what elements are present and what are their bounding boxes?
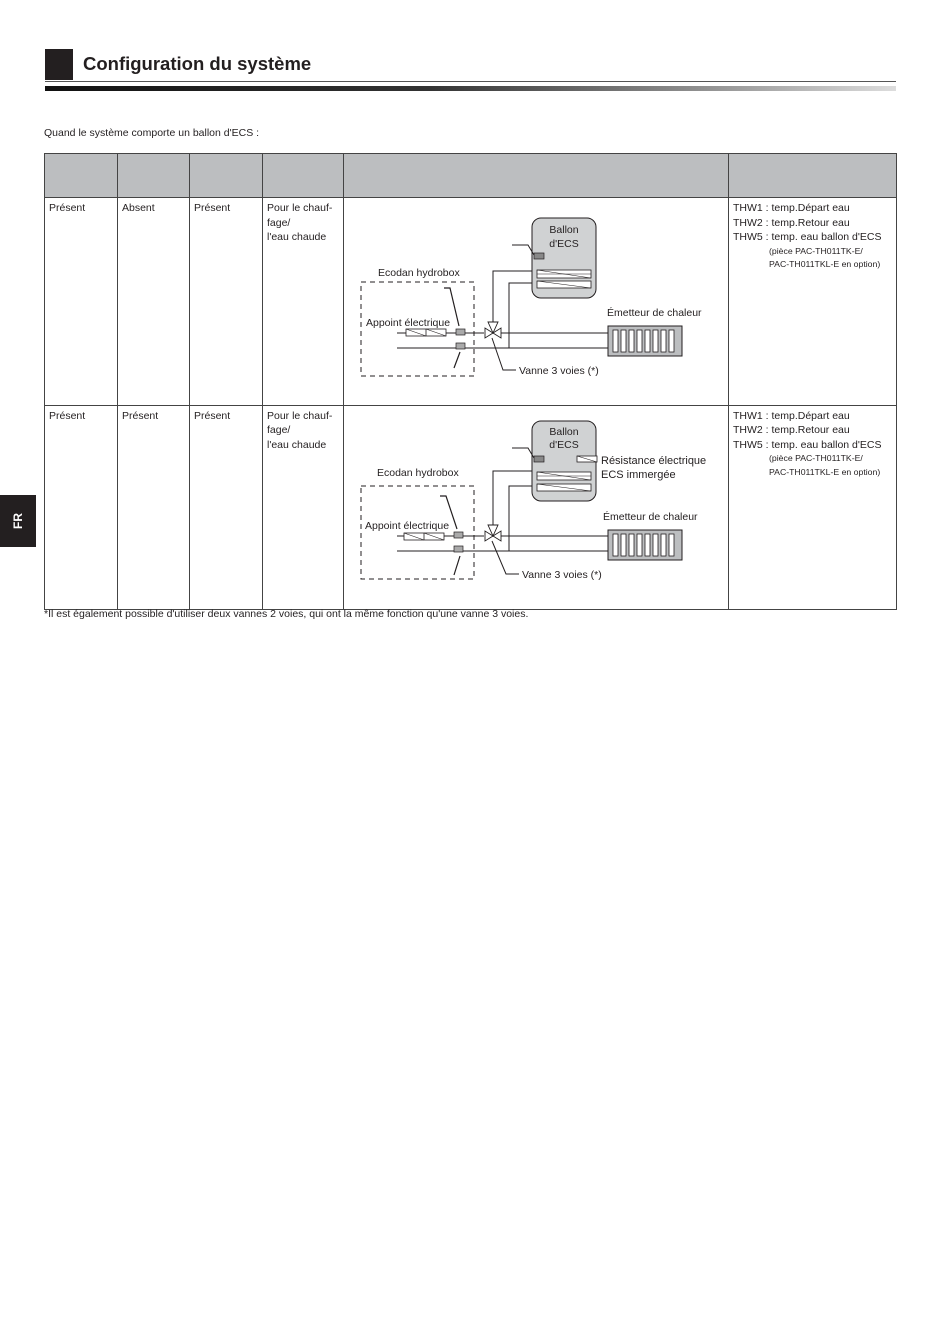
intro-text: Quand le système comporte un ballon d'ECS : xyxy=(44,127,260,139)
sensor-note: (pièce PAC-TH011TK-E/ xyxy=(769,453,863,463)
thw1-sensor xyxy=(456,329,465,335)
table-header-row xyxy=(45,154,897,198)
sensor-note: (pièce PAC-TH011TK-E/ xyxy=(769,245,863,256)
header-cell xyxy=(45,154,118,198)
tank-label-1: Ballon xyxy=(549,224,579,236)
sensor-line: THW2 : temp.Retour eau xyxy=(733,424,850,436)
thw5-sensor xyxy=(534,456,544,462)
footnote: *Il est également possible d'utiliser deux vannes 2 voies, qui ont la même fonction qu'une vanne 3 voies. xyxy=(44,608,529,620)
sensor-line: THW1 : temp.Départ eau xyxy=(733,409,850,422)
system-config-table xyxy=(44,153,897,610)
table-row xyxy=(45,198,897,406)
sensor-line: THW5 : temp. eau ballon d'ECS xyxy=(733,231,882,243)
sensor-line: THW2 : temp.Retour eau xyxy=(733,216,850,229)
table-row xyxy=(45,405,897,610)
thw5-sensor xyxy=(534,253,544,259)
language-tab-label: FR xyxy=(11,513,25,529)
cell-usage xyxy=(263,405,344,610)
appoint-label: Appoint électrique xyxy=(366,317,451,329)
resistance-label-2: ECS immergée xyxy=(601,468,676,481)
sensor-cell xyxy=(729,198,897,406)
language-tab xyxy=(0,495,36,547)
sensor-cell xyxy=(729,405,897,610)
thw2-sensor xyxy=(454,546,463,552)
system-diagram-1 xyxy=(344,198,728,400)
usage-line: Pour le chauf- xyxy=(267,409,333,422)
header-cell xyxy=(344,154,729,198)
cell-col2: Absent xyxy=(118,198,190,406)
hydrobox-label: Ecodan hydrobox xyxy=(378,267,460,279)
tank-label-1: Ballon xyxy=(549,425,579,438)
emitter-label: Émetteur de chaleur xyxy=(607,307,702,319)
cell-col3: Présent xyxy=(190,405,263,610)
sensor-line: THW1 : temp.Départ eau xyxy=(733,202,850,214)
page-title: Configuration du système xyxy=(83,53,312,74)
header-cell xyxy=(118,154,190,198)
header-cell xyxy=(729,154,897,198)
usage-line: Pour le chauf- xyxy=(267,202,333,214)
system-diagram-2 xyxy=(344,406,728,605)
header-cell xyxy=(263,154,344,198)
title-marker xyxy=(45,49,73,80)
tank-label-2: d'ECS xyxy=(549,238,579,250)
emitter-label: Émetteur de chaleur xyxy=(603,510,698,523)
valve-label: Vanne 3 voies (*) xyxy=(522,568,602,581)
usage-line: fage/ xyxy=(267,424,291,436)
cell-col1: Présent xyxy=(45,198,118,406)
resistance-label-1: Résistance électrique xyxy=(601,454,707,467)
diagram-cell xyxy=(344,198,729,406)
thw1-sensor xyxy=(454,532,463,538)
title-rule-thin xyxy=(45,81,896,82)
hydrobox-label: Ecodan hydrobox xyxy=(377,466,459,479)
cell-col2: Présent xyxy=(118,405,190,610)
sensor-note: PAC-TH011TKL-E en option) xyxy=(769,466,881,477)
appoint-label: Appoint électrique xyxy=(365,519,450,532)
title-rule xyxy=(45,86,896,91)
cell-usage xyxy=(263,198,344,406)
cell-col3: Présent xyxy=(190,198,263,406)
valve-label: Vanne 3 voies (*) xyxy=(519,365,599,377)
usage-line: l'eau chaude xyxy=(267,231,327,243)
cell-col1: Présent xyxy=(45,405,118,610)
header-cell xyxy=(190,154,263,198)
tank-label-2: d'ECS xyxy=(549,438,579,451)
thw2-sensor xyxy=(456,343,465,349)
usage-line: fage/ xyxy=(267,216,291,229)
sensor-note: PAC-TH011TKL-E en option) xyxy=(769,259,881,269)
usage-line: l'eau chaude xyxy=(267,438,327,451)
sensor-line: THW5 : temp. eau ballon d'ECS xyxy=(733,438,882,451)
diagram-cell xyxy=(344,405,729,610)
